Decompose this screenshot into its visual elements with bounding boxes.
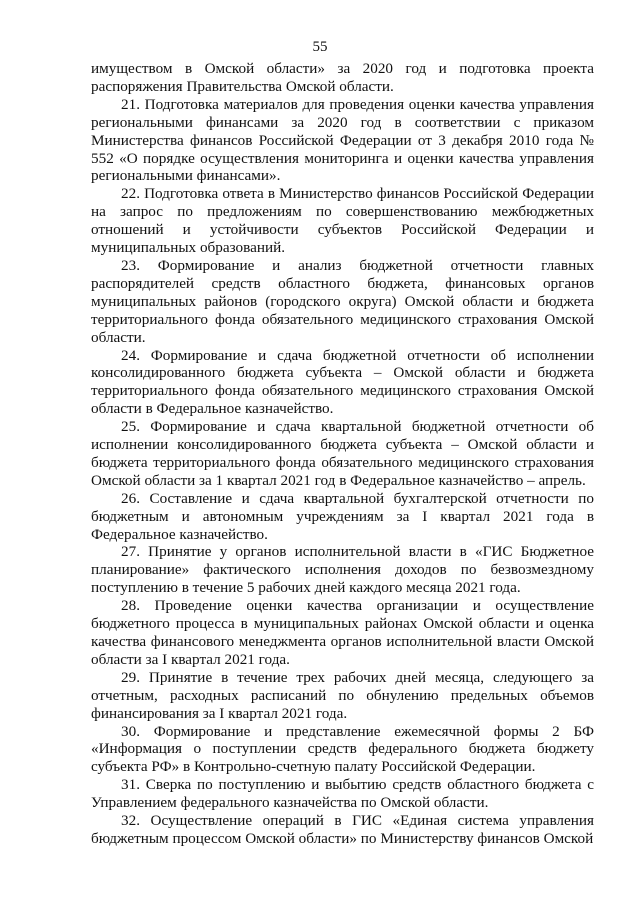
paragraph-item-29: 29. Принятие в течение трех рабочих дней месяца, следующего за отчетным, расходных расписаний по обнулению предельных объемов финансирования за I квартал 2021 года. [91,668,594,722]
paragraph-item-21: 21. Подготовка материалов для проведения оценки качества управления региональными финансами за 2020 год в соответствии с приказом Министерства финансов Российской Федерации от 3 декабря 2010 года № 552 «О порядке осуществления мониторинга и оценки качества управления региональными финансами». [91,95,594,185]
document-body [91,60,594,848]
paragraph-item-25: 25. Формирование и сдача квартальной бюджетной отчетности об исполнении консолидированного бюджета субъекта – Омской области и бюджета территориального фонда обязательного медицинского страхования Омской области за 1 квартал 2021 год в Федеральное казначейство – апрель. [91,418,594,489]
paragraph-item-30: 30. Формирование и представление ежемесячной формы 2 БФ «Информация о поступлении средств федерального бюджета бюджету субъекта РФ» в Контрольно-счетную палату Российской Федерации. [91,722,594,776]
paragraph-item-31: 31. Сверка по поступлению и выбытию средств областного бюджета с Управлением федерального казначейства по Омской области. [91,776,594,812]
paragraph-item-26: 26. Составление и сдача квартальной бухгалтерской отчетности по бюджетным и автономным учреждениям за I квартал 2021 года в Федеральное казначейство. [91,489,594,543]
paragraph-item-27: 27. Принятие у органов исполнительной власти в «ГИС Бюджетное планирование» фактического исполнения доходов по безвозмездному поступлению в течение 5 рабочих дней каждого месяца 2021 года. [91,543,594,597]
paragraph-item-24: 24. Формирование и сдача бюджетной отчетности об исполнении консолидированного бюджета субъекта – Омской области и бюджета территориального фонда обязательного медицинского страхования Омской области в Федеральное казначейство. [91,346,594,418]
paragraph-item-22: 22. Подготовка ответа в Министерство финансов Российской Федерации на запрос по предложениям по совершенствованию межбюджетных отношений и устойчивости субъектов Российской Федерации и муниципальных образований. [91,185,594,257]
paragraph-item-23: 23. Формирование и анализ бюджетной отчетности главных распорядителей средств областного бюджета, финансовых органов муниципальных районов (городского округа) Омской области и бюджета территориального фонда обязательного медицинского страхования Омской области. [91,256,594,346]
page-number: 55 [312,39,328,55]
paragraph-item-28: 28. Проведение оценки качества организации и осуществление бюджетного процесса в муниципальных районах Омской области и оценка качества финансового менеджмента органов исполнительной власти Омской области за I квартал 2021 года. [91,597,594,668]
paragraph-item-32: 32. Осуществление операций в ГИС «Единая система управления бюджетным процессом Омской области» по Министерству финансов Омской [91,812,594,847]
paragraph-continuation: имуществом в Омской области» за 2020 год и подготовка проекта распоряжения Правительства Омской области. [91,60,594,95]
